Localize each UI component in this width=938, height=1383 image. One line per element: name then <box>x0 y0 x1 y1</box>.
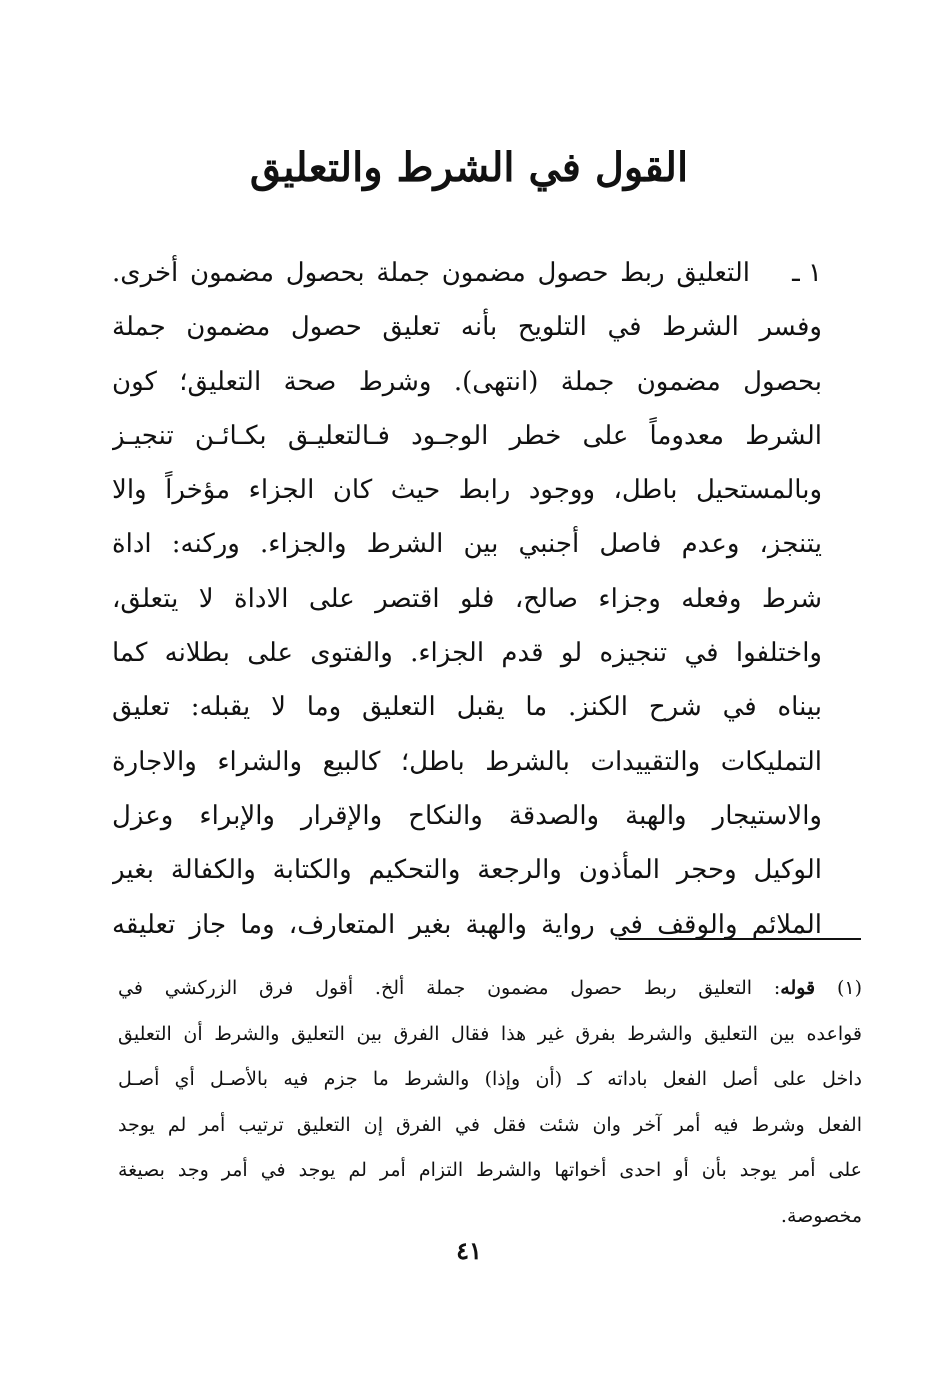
text-line: التعليق ربط حصول مضمون جملة بحصول مضمون أخرى. <box>112 258 750 288</box>
footnote-marker: (١) <box>836 977 862 999</box>
text-line: واختلفوا في تنجيزه لو قدم الجزاء. والفتوى على بطلانه كما <box>112 638 822 669</box>
footnote-divider <box>619 938 861 940</box>
page-number: ٤١ <box>456 1236 482 1265</box>
footnote-line: على أمر يوجد بأن أو احدى أخواتها والشرط التزام أمر لم يوجد في أمر وجد بصيغة <box>118 1159 862 1181</box>
text-line: الوكيل وحجر المأذون والرجعة والتحكيم والكتابة والكفالة بغير <box>112 855 822 886</box>
footnote-line: الفعل وشرط فيه أمر آخر وان شئت فقل في الفرق إن التعليق ترتيب أمر لم يوجد <box>118 1113 862 1136</box>
footnote-line <box>118 966 862 1012</box>
footnote <box>118 966 862 1239</box>
text-line: وفسر الشرط في التلويح بأنه تعليق حصول مضمون جملة <box>112 312 822 343</box>
text-line: شرط وفعله وجزاء صالح، فلو اقتصر على الاداة لا يتعلق، <box>112 583 822 614</box>
footnote-keyword: قوله <box>780 977 816 999</box>
text-line: بحصول مضمون جملة (انتهى). وشرط صحة التعليق؛ كون <box>112 366 822 397</box>
footnote-line: داخل على أصل الفعل باداته كـ (أن وإذا) والشرط ما جزم فيه بالأصـل أي أصـل <box>118 1068 862 1090</box>
main-paragraph <box>112 246 822 952</box>
footnote-line: مخصوصة. <box>780 1204 862 1227</box>
footnote-first-line-text: : التعليق ربط حصول مضمون جملة ألخ. أقول فرق الزركشي في <box>118 977 781 999</box>
text-line: وبالمستحيل باطل، ووجود رابط حيث كان الجزاء مؤخراً والا <box>112 475 822 506</box>
text-line: والاستيجار والهبة والصدقة والنكاح والإقرار والإبراء وعزل <box>112 800 822 831</box>
chapter-title: القول في الشرط والتعليق <box>249 144 689 191</box>
text-line: التمليكات والتقييدات بالشرط باطل؛ كالبيع والشراء والاجارة <box>112 746 822 777</box>
item-number: ١ ـ <box>792 258 822 288</box>
text-line: الشرط معدوماً على خطر الوجـود فـالتعليـق بكـائـن تنجيـز <box>112 420 822 451</box>
text-line: بيناه في شرح الكنز. ما يقبل التعليق وما لا يقبله: تعليق <box>112 692 822 723</box>
text-line: يتنجز، وعدم فاصل أجنبي بين الشرط والجزاء. وركنه: اداة <box>112 529 822 560</box>
text-line: الملائم والوقف في رواية والهبة بغير المتعارف، وما جاز تعليقه <box>112 909 822 940</box>
footnote-line: قواعده بين التعليق والشرط بفرق غير هذا فقال الفرق بين التعليق والشرط أن التعليق <box>118 1022 862 1045</box>
